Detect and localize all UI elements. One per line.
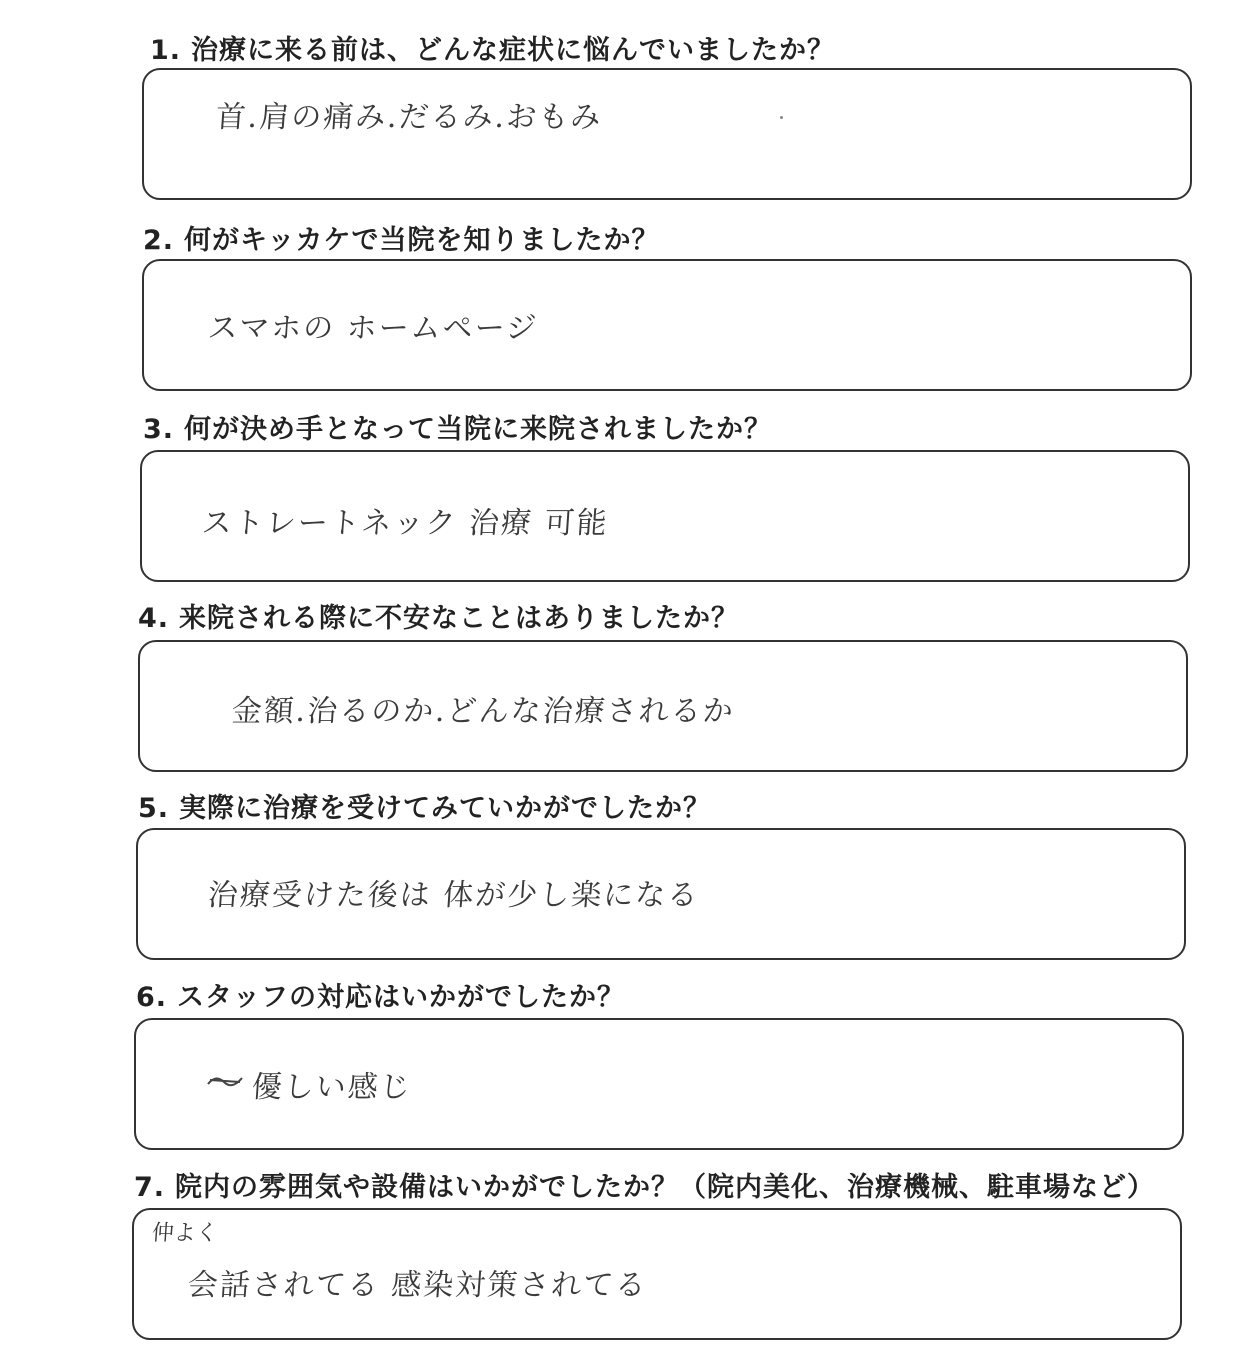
question-number: 3.: [143, 414, 175, 445]
answer-text-6: 優しい感じ: [250, 1070, 413, 1105]
answer-text-2: スマホの ホームページ: [206, 311, 540, 346]
question-number: 1.: [150, 35, 182, 66]
question-5: [138, 786, 711, 825]
answer-text-4: 金額.治るのか.どんな治療されるか: [230, 694, 737, 729]
question-7: [134, 1165, 1155, 1204]
question-text: 院内の雰囲気や設備はいかがでしたか？（院内美化、治療機械、駐車場など）: [175, 1172, 1156, 1203]
question-6: [136, 975, 625, 1014]
question-4: [138, 596, 739, 635]
question-text: 何がキッカケで当院を知りましたか？: [184, 225, 660, 256]
answer-box-7: [132, 1208, 1182, 1340]
answer-box-4: [138, 640, 1188, 772]
question-text: 来院される際に不安なことはありましたか？: [179, 603, 740, 634]
answer-text-7: 会話されてる 感染対策されてる: [186, 1268, 649, 1303]
question-number: 2.: [143, 225, 175, 256]
answer-box-1: [142, 68, 1192, 200]
question-1: [150, 28, 835, 67]
question-number: 7.: [134, 1172, 166, 1203]
answer-text-1: 首.肩の痛み.だるみ.おもみ: [214, 100, 604, 135]
answer-box-3: [140, 450, 1190, 582]
question-number: 6.: [136, 982, 168, 1013]
question-text: 実際に治療を受けてみていかがでしたか？: [179, 793, 712, 824]
question-number: 4.: [138, 603, 170, 634]
stray-mark: [780, 116, 783, 119]
crossed-out-mark: [206, 1068, 246, 1092]
question-2: [143, 218, 660, 257]
question-text: 治療に来る前は、どんな症状に悩んでいましたか？: [191, 35, 836, 66]
question-text: スタッフの対応はいかがでしたか？: [177, 982, 626, 1013]
answer-box-5: [136, 828, 1186, 960]
answer-text-5: 治療受けた後は 体が少し楽になる: [206, 878, 701, 913]
question-3: [143, 407, 772, 446]
question-number: 5.: [138, 793, 170, 824]
answer-text-3: ストレートネック 治療 可能: [200, 506, 610, 541]
answer-box-2: [142, 259, 1192, 391]
question-text: 何が決め手となって当院に来院されましたか？: [184, 414, 773, 445]
answer-box-6: [134, 1018, 1184, 1150]
answer-note-7: 仲よく: [150, 1221, 219, 1246]
